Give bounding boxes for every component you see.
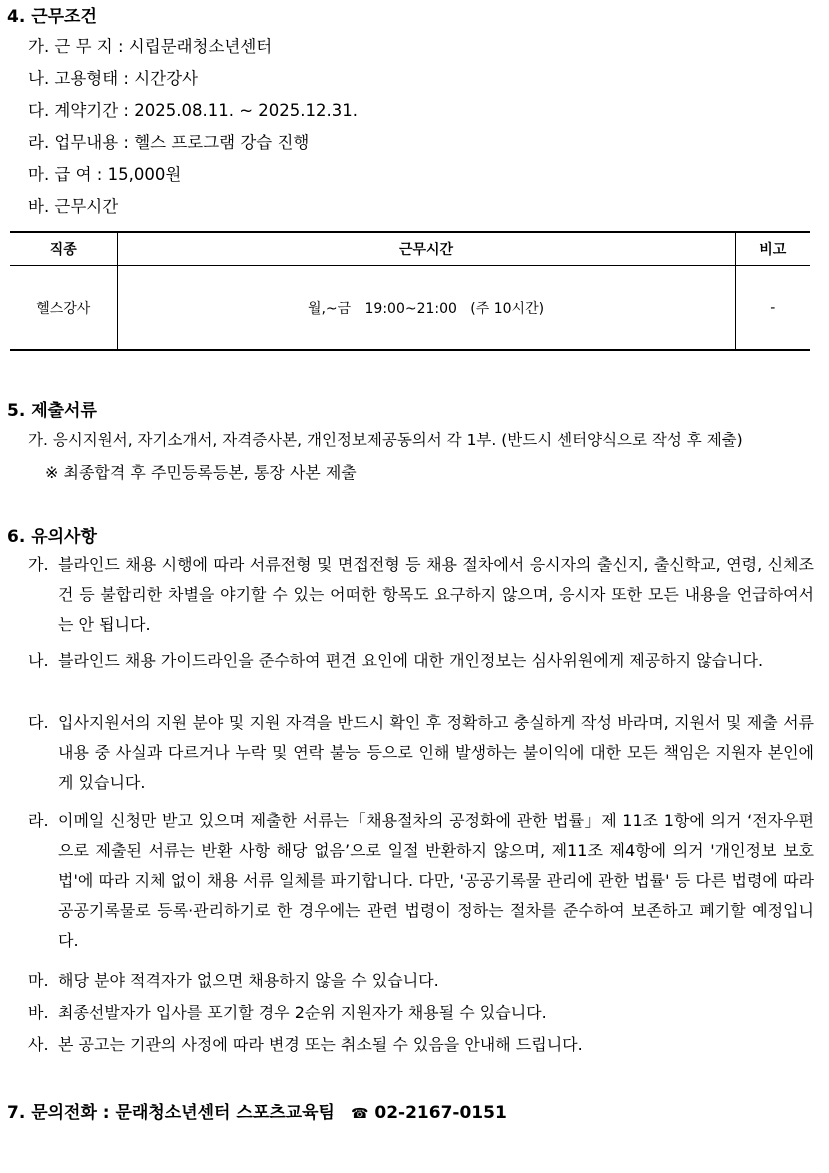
notice-text: 블라인드 채용 시행에 따라 서류전형 및 면접전형 등 채용 절차에서 응시자의 출신지, 출신학교, 연령, 신체조건 등 불합리한 차별을 야기할 수 있는 어떠한 항목도 요구하지 않으며, 응시자 또한 모든 내용을 언급하여서는 안 됩니다. — [58, 555, 814, 634]
notice-text: 이메일 신청만 받고 있으며 제출한 서류는「채용절차의 공정화에 관한 법률」제 11조 1항에 의거 ‘전자우편으로 제출된 서류는 반환 사항 해당 없음’으로 일절 반환하지 않으며, 제11조 제4항에 의거 '개인정보 보호법'에 따라 지체 없이 채용 서류 일체를 파기합니다. 다만, '공공기록물 관리에 관한 법률' 등 다른 법령에 따라 공공기록물로 등록·관리하기로 한 경우에는 관련 법령이 정하는 절차를 준수하여 보존하고 폐기할 예정입니다. — [58, 811, 814, 950]
pay: 마. 급 여 : 15,000원 — [28, 165, 182, 184]
header-job-type: 직종 — [10, 232, 117, 266]
notice-label: 나. — [28, 651, 49, 670]
notice-item-5 — [28, 966, 814, 996]
telephone-icon: ☎ — [350, 1106, 369, 1122]
required-documents: 가. 응시지원서, 자기소개서, 자격증사본, 개인정보제공동의서 각 1부. (반드시 센터양식으로 작성 후 제출) — [28, 431, 743, 449]
notice-item-3 — [28, 708, 814, 798]
notice-label: 가. — [28, 555, 49, 574]
cell-remarks: - — [735, 266, 810, 351]
contract-period: 다. 계약기간 : 2025.08.11. ~ 2025.12.31. — [28, 101, 358, 120]
notice-label: 마. — [28, 971, 49, 990]
notice-label: 다. — [28, 713, 49, 732]
notice-item-1 — [28, 550, 814, 640]
notice-text: 본 공고는 기관의 사정에 따라 변경 또는 취소될 수 있음을 안내해 드립니다. — [58, 1035, 583, 1054]
work-location: 가. 근 무 지 : 시립문래청소년센터 — [28, 37, 273, 56]
work-hours-table — [10, 231, 810, 351]
notice-text: 블라인드 채용 가이드라인을 준수하여 편견 요인에 대한 개인정보는 심사위원에게 제공하지 않습니다. — [58, 651, 764, 670]
cell-work-hours: 월,~금 19:00~21:00 (주 10시간) — [117, 266, 735, 351]
notice-text: 해당 분야 적격자가 없으면 채용하지 않을 수 있습니다. — [58, 971, 439, 990]
notice-text: 입사지원서의 지원 분야 및 지원 자격을 반드시 확인 후 정확하고 충실하게 작성 바라며, 지원서 및 제출 서류 내용 중 사실과 다르거나 누락 및 연락 불능 등으로 인해 발생하는 불이익에 대한 모든 책임은 지원자 본인에게 있습니다. — [58, 713, 814, 792]
contact-label: 7. 문의전화 : 문래청소년센터 스포츠교육팀 — [7, 1103, 335, 1123]
section-6-title: 6. 유의사항 — [7, 527, 97, 547]
employment-type: 나. 고용형태 : 시간강사 — [28, 69, 198, 88]
section-4-title: 4. 근무조건 — [7, 7, 97, 27]
work-hours-label: 바. 근무시간 — [28, 197, 119, 216]
notice-item-7 — [28, 1030, 814, 1060]
header-work-hours: 근무시간 — [117, 232, 735, 266]
notice-label: 바. — [28, 1003, 49, 1022]
notice-item-6 — [28, 998, 814, 1028]
table-header-row — [10, 232, 810, 266]
table-row — [10, 266, 810, 351]
final-documents-note: ※ 최종합격 후 주민등록등본, 통장 사본 제출 — [45, 463, 357, 482]
notice-label: 라. — [28, 811, 49, 830]
phone-number: 02-2167-0151 — [374, 1103, 507, 1123]
notice-text: 최종선발자가 입사를 포기할 경우 2순위 지원자가 채용될 수 있습니다. — [58, 1003, 547, 1022]
notice-item-4 — [28, 806, 814, 956]
header-remarks: 비고 — [735, 232, 810, 266]
section-7-contact — [7, 1098, 507, 1123]
notice-label: 사. — [28, 1035, 49, 1054]
notice-item-2 — [28, 646, 814, 676]
section-5-title: 5. 제출서류 — [7, 401, 97, 421]
cell-job-type: 헬스강사 — [10, 266, 117, 351]
job-description: 라. 업무내용 : 헬스 프로그램 강습 진행 — [28, 133, 310, 152]
